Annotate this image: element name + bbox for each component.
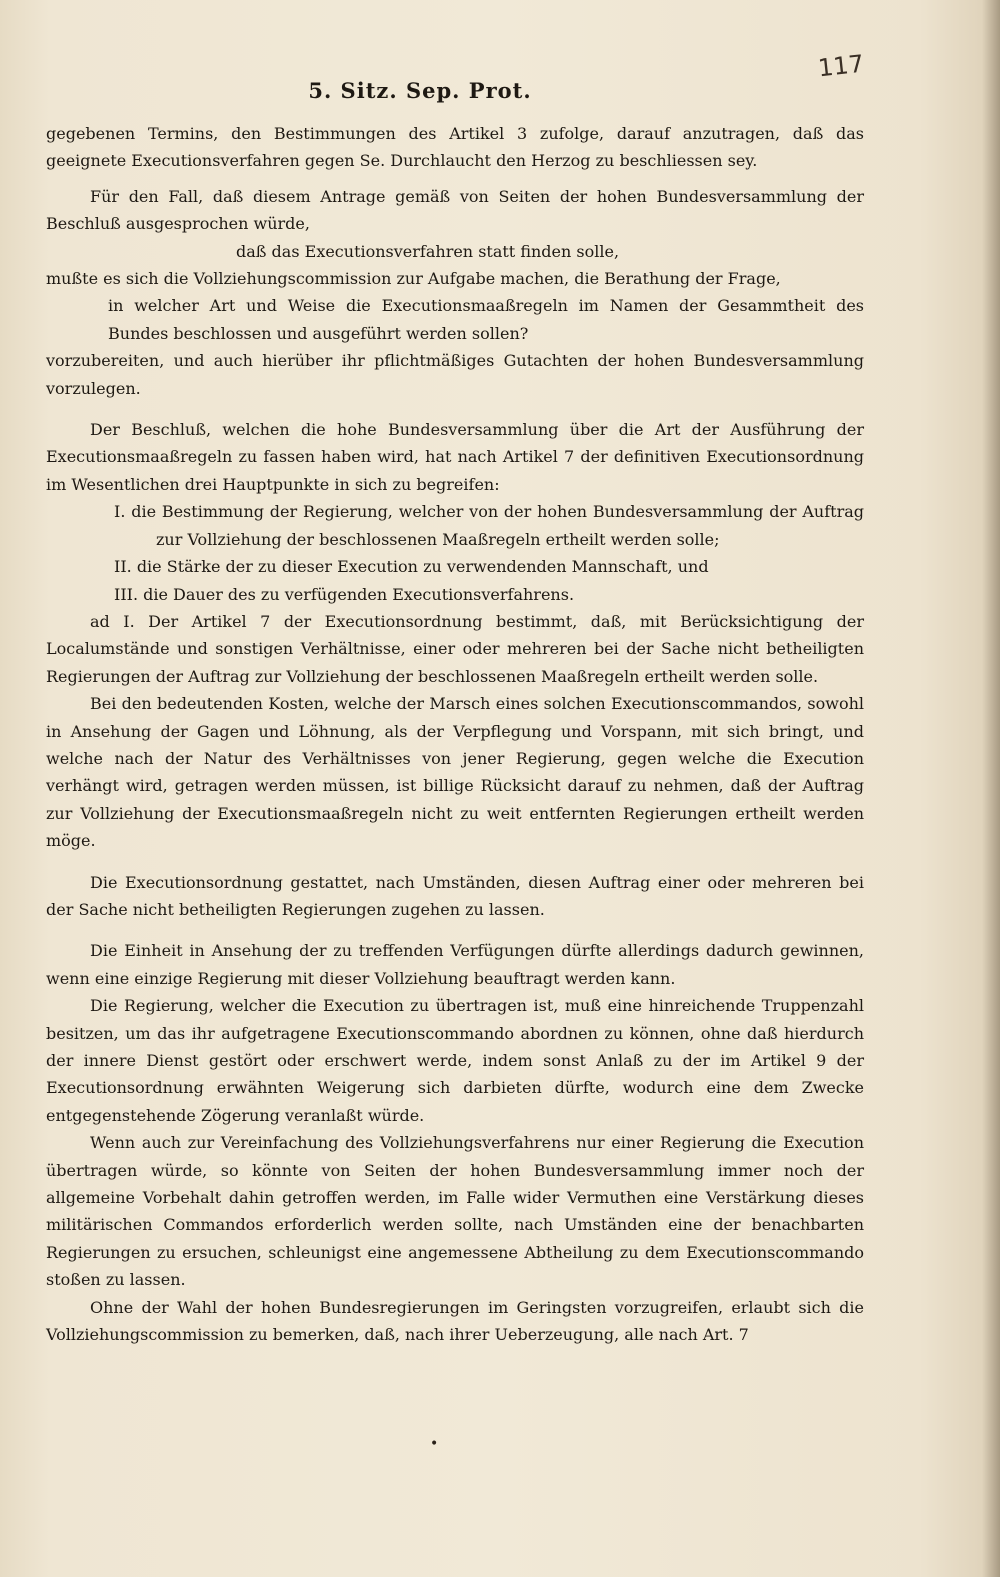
paragraph: daß das Executionsverfahren statt finden solle,: [236, 241, 620, 261]
list-item: III. die Dauer des zu verfügenden Executionsverfahrens.: [114, 584, 575, 604]
paragraph: Für den Fall, daß diesem Antrage gemäß von Seiten der hohen Bundesversammlung der Beschluß ausgesprochen würde,: [46, 186, 864, 234]
paragraph: Die Einheit in Ansehung der zu treffenden Verfügungen dürfte allerdings dadurch gewinnen, wenn eine einzige Regierung mit dieser Vollziehung beauftragt werden kann.: [46, 941, 864, 988]
paragraph: Die Regierung, welcher die Execution zu übertragen ist, muß eine hinreichende Truppenzahl besitzen, um das ihr aufgetragene Executionscommando abordnen zu können, ohne daß hierdurch der innere Dienst gestört oder erschwert werde, indem sonst Anlaß zu der im Artikel 9 der Executionsordnung erwähnten Weigerung sich darbieten dürfte, wodurch eine dem Zwecke entgegenstehende Zögerung veranlaßt würde.: [46, 996, 864, 1125]
page-spine-shadow: [982, 0, 1000, 1577]
paragraph: Der Beschluß, welchen die hohe Bundesversammlung über die Art der Ausführung der Executionsmaaßregeln zu fassen haben wird, hat nach Artikel 7 der definitiven Executionsordnung im Wesentlichen drei Hauptpunkte in sich zu begreifen:: [46, 420, 864, 494]
paragraph: ad I. Der Artikel 7 der Executionsordnung bestimmt, daß, mit Berücksichtigung der Localumstände und sonstigen Verhältnisse, einer oder mehreren bei der Sache nicht betheiligten Regierungen der Auftrag zur Vollziehung der beschlossenen Maaßregeln ertheilt werden solle.: [46, 611, 864, 686]
paragraph: Wenn auch zur Vereinfachung des Vollziehungsverfahrens nur einer Regierung die Execution übertragen würde, so könnte von Seiten der hohen Bundesversammlung immer noch der allgemeine Vorbehalt dahin getroffen werden, im Falle wider Vermuthen eine Verstärkung dieses militärischen Commandos erforderlich werden sollte, nach Umständen eine der benachbarten Regierungen zu ersuchen, schleunigst eine angemessene Abtheilung zu dem Executionscommando stoßen zu lassen.: [46, 1133, 864, 1290]
paragraph: gegebenen Termins, den Bestimmungen des Artikel 3 zufolge, darauf anzutragen, daß das geeignete Executionsverfahren gegen Se. Durchlaucht den Herzog zu beschliessen sey.: [46, 124, 864, 171]
list-item: II. die Stärke der zu dieser Execution zu verwendenden Mannschaft, und: [114, 557, 709, 577]
body-text: [46, 120, 864, 1348]
running-head: 5. Sitz. Sep. Prot.: [308, 78, 532, 103]
list-item: I. die Bestimmung der Regierung, welcher von der hohen Bundesversammlung der Auftrag zur Vollziehung der beschlossenen Maaßregeln ertheilt werden solle;: [114, 502, 864, 549]
paragraph: Ohne der Wahl der hohen Bundesregierungen im Geringsten vorzugreifen, erlaubt sich die Vollziehungscommission zu bemerken, daß, nach ihrer Ueberzeugung, alle nach Art. 7: [46, 1297, 864, 1345]
paragraph: vorzubereiten, und auch hierüber ihr pflichtmäßiges Gutachten der hohen Bundesversammlung vorzulegen.: [46, 351, 864, 398]
bottom-mark: •: [430, 1436, 439, 1452]
paragraph: Bei den bedeutenden Kosten, welche der Marsch eines solchen Executionscommandos, sowohl in Ansehung der Gagen und Löhnung, als der Verpflegung und Vorspann, mit sich bringt, und welche nach der Natur des Verhältnisses von jener Regierung, gegen welche die Execution verhängt wird, getragen werden müssen, ist billige Rücksicht darauf zu nehmen, daß der Auftrag zur Vollziehung der Executionsmaaßregeln nicht zu weit entfernten Regierungen ertheilt werden möge.: [46, 694, 864, 851]
paragraph: Die Executionsordnung gestattet, nach Umständen, diesen Auftrag einer oder mehreren bei der Sache nicht betheiligten Regierungen zugehen zu lassen.: [46, 872, 864, 919]
folio-number: 117: [816, 49, 866, 83]
paragraph: mußte es sich die Vollziehungscommission zur Aufgabe machen, die Berathung der Frage,: [46, 269, 781, 289]
paragraph: in welcher Art und Weise die Executionsmaaßregeln im Namen der Gesammtheit des Bundes beschlossen und ausgeführt werden sollen?: [108, 296, 864, 343]
